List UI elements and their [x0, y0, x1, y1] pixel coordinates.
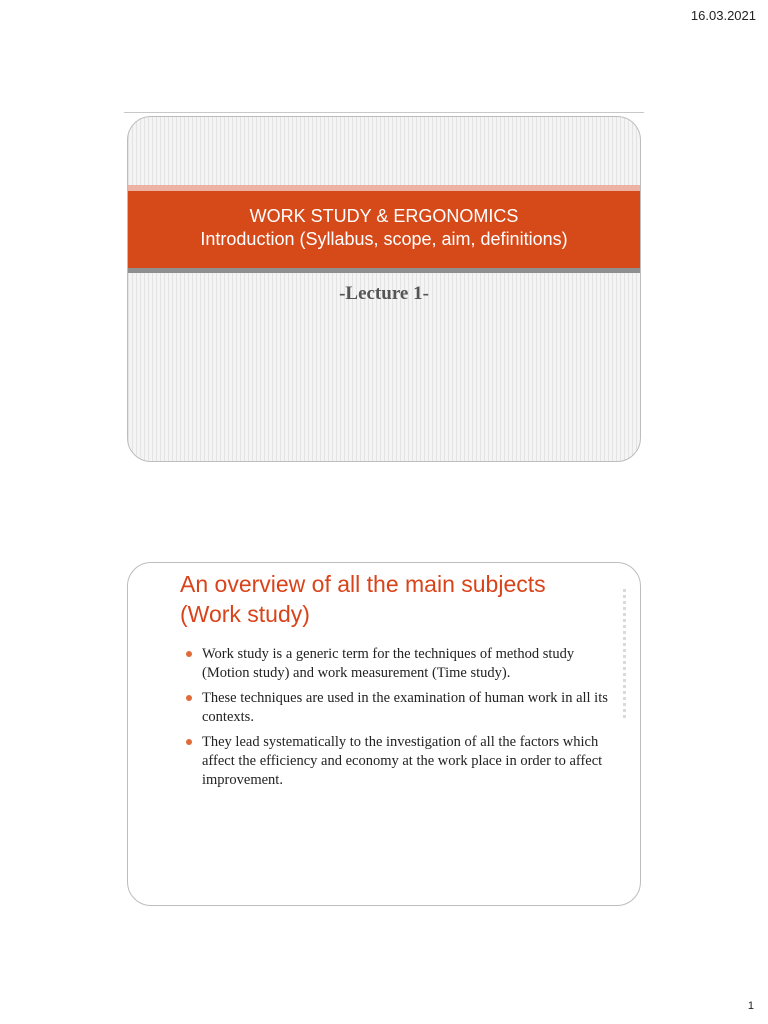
course-topic: Introduction (Syllabus, scope, aim, definitions) — [200, 229, 568, 249]
slide-2 — [127, 562, 641, 906]
bullet-list — [186, 645, 616, 796]
decorative-side-line — [623, 589, 626, 719]
course-title: WORK STUDY & ERGONOMICS — [249, 206, 519, 226]
title-band — [128, 191, 640, 268]
date-stamp: 16.03.2021 — [690, 8, 756, 23]
title-band-bottom-strip — [128, 268, 640, 273]
slide-1 — [127, 116, 641, 462]
bullet-dot-icon — [186, 739, 192, 745]
bullet-text: They lead systematically to the investigation of all the factors which affect the efficiency and economy at the work place in order to affect improvement. — [202, 734, 603, 788]
slide-2-title — [180, 569, 620, 629]
list-item — [186, 645, 616, 683]
lecture-subtitle: -Lecture 1- — [339, 283, 429, 304]
bullet-text: Work study is a generic term for the techniques of method study (Motion study) and work measurement (Time study). — [202, 646, 575, 681]
list-item — [186, 733, 616, 790]
slide-2-title-line-1: An overview of all the main subjects — [180, 571, 546, 597]
page-number: 1 — [747, 1000, 754, 1012]
list-item — [186, 689, 616, 727]
bullet-dot-icon — [186, 695, 192, 701]
bullet-dot-icon — [186, 651, 192, 657]
slide-2-title-line-2: (Work study) — [180, 601, 310, 627]
bullet-text: These techniques are used in the examination of human work in all its contexts. — [202, 690, 608, 725]
